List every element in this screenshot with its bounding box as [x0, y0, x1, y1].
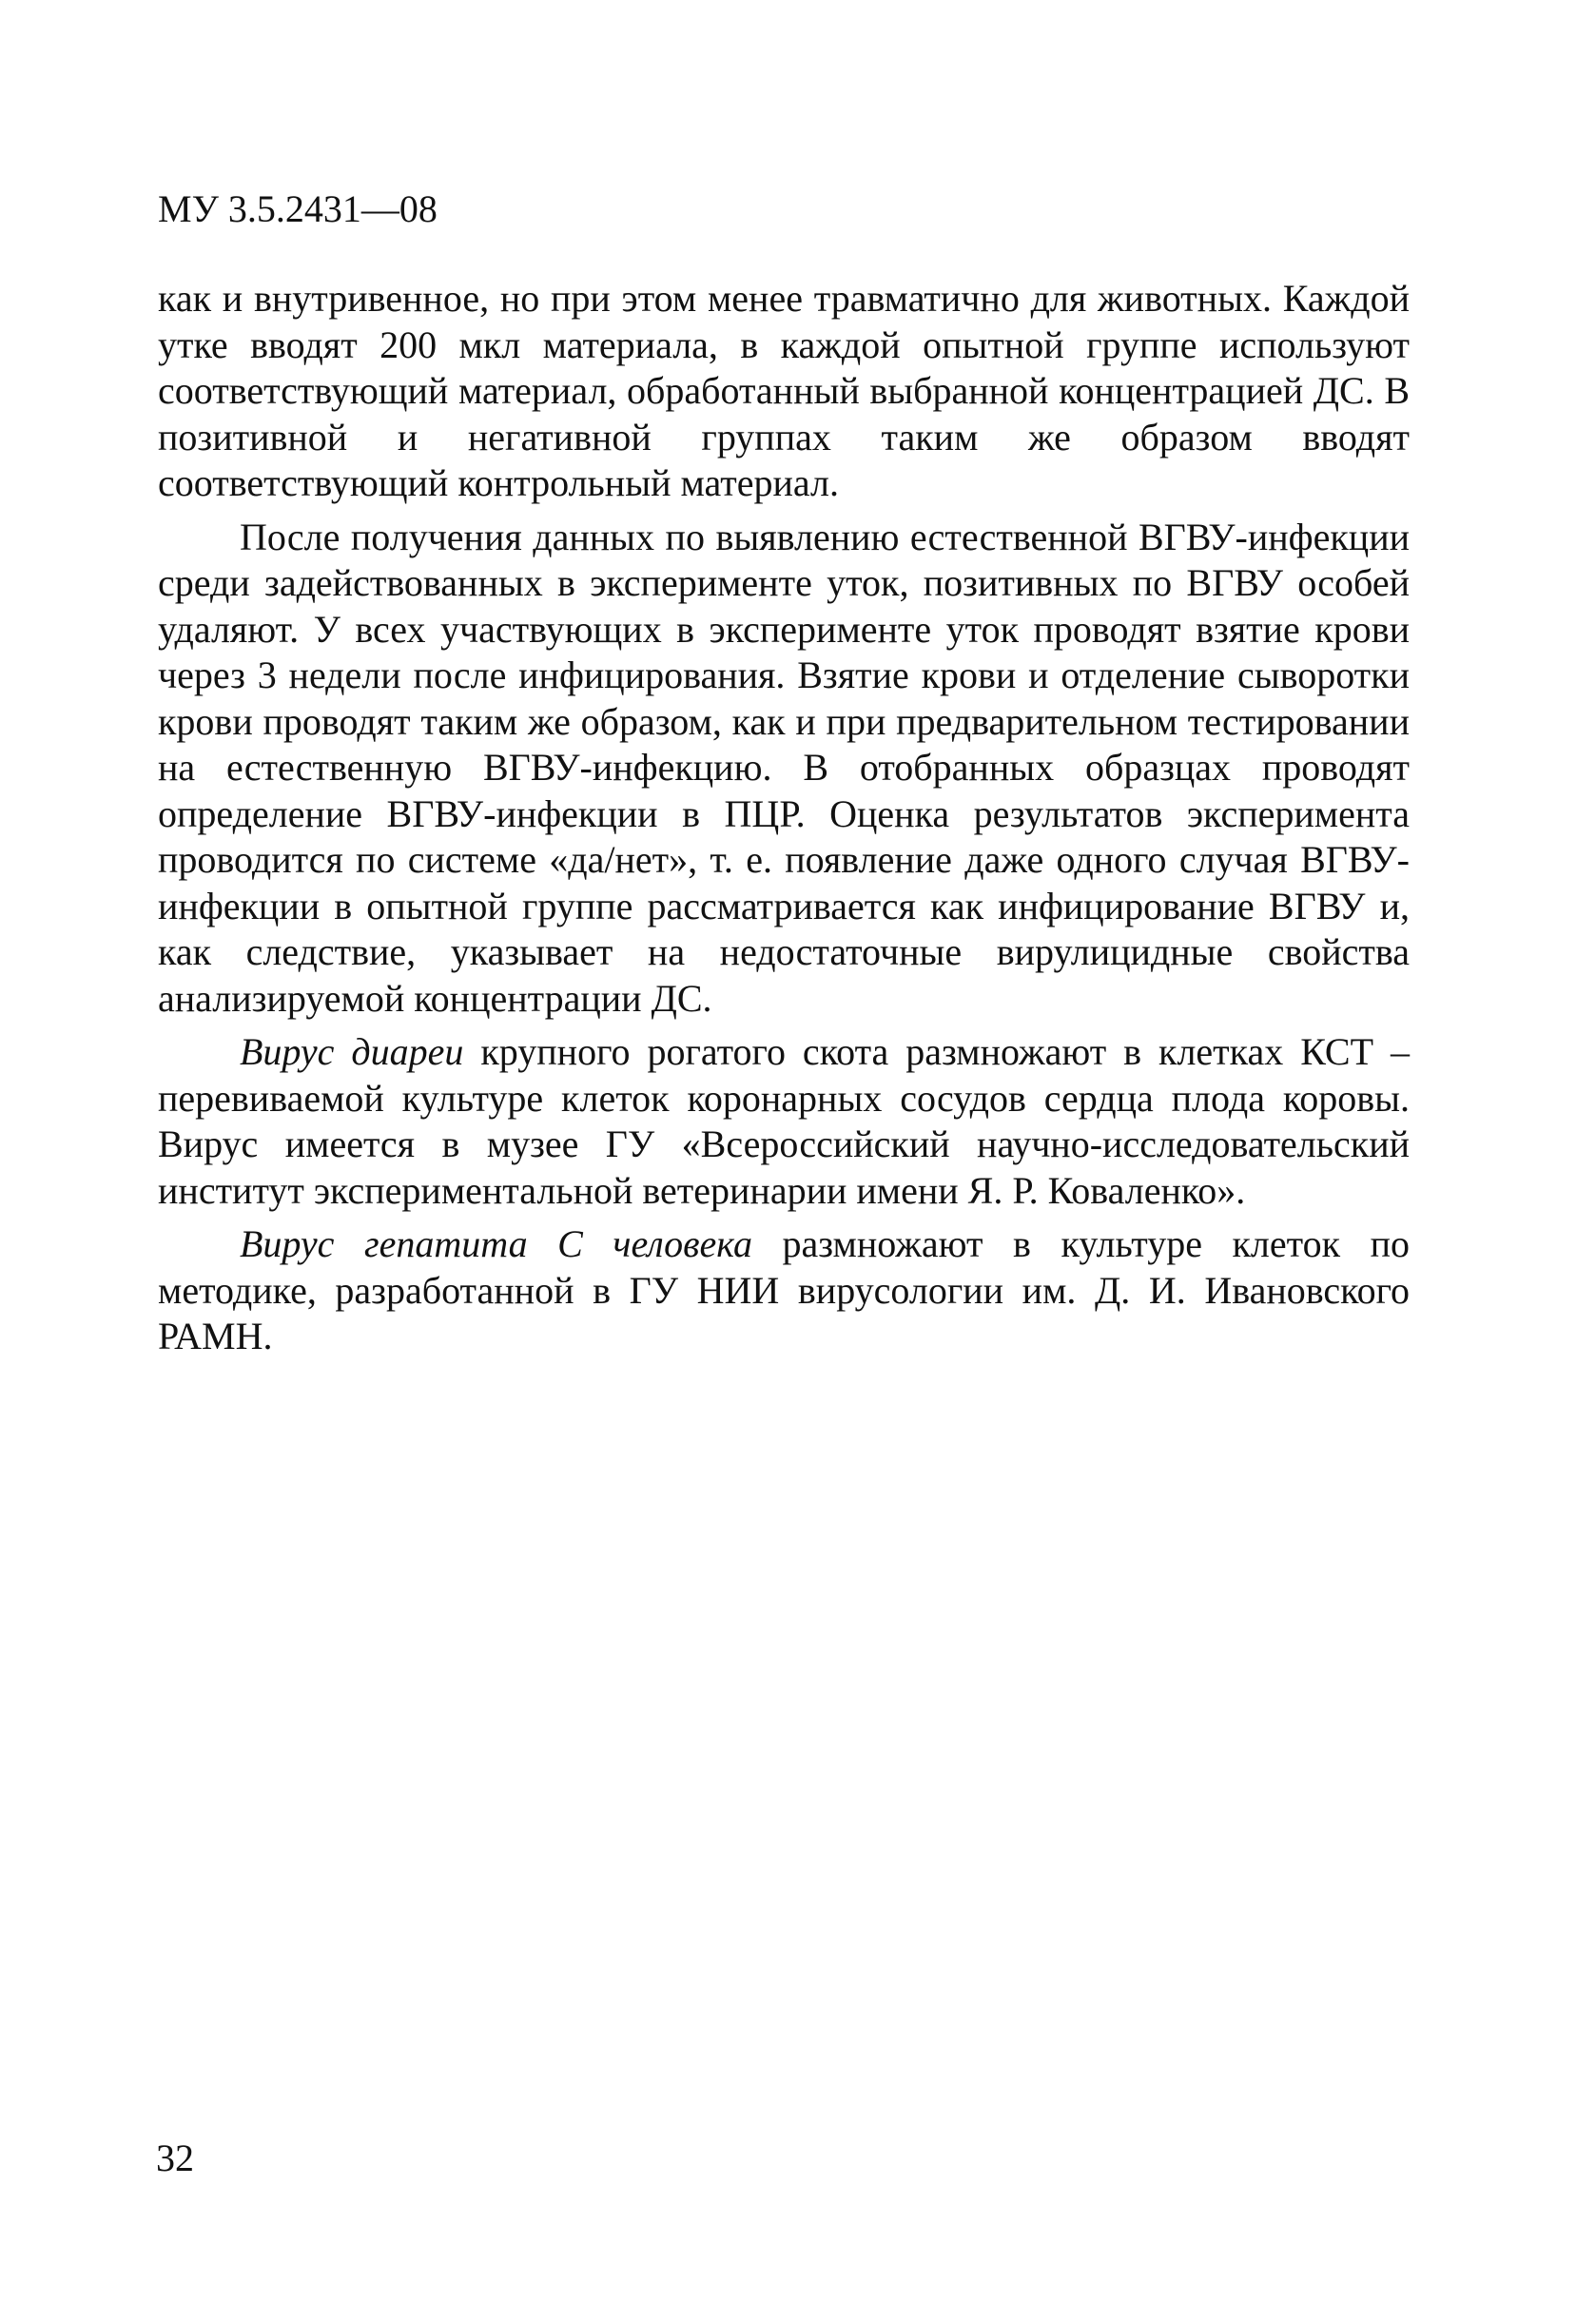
paragraph-hcv-italic-lead: Вирус гепатита С человека [240, 1222, 752, 1265]
paragraph-hcv-text: размножают в культуре клеток по методике, разработанной в ГУ НИИ вирусологии им. Д. И. Ивановского РАМН. [158, 1222, 1410, 1357]
paragraph-results-evaluation: После получения данных по выявлению естественной ВГВУ-инфекции среди задействованных в эксперименте уток, позитивных по ВГВУ особей удаляют. У всех участвующих в эксперименте уток проводят взятие крови через 3 недели после инфицирования. Взятие крови и отделение сыворотки крови проводят таким же образом, как и при предварительном тестировании на естественную ВГВУ-инфекцию. В отобранных образцах проводят определение ВГВУ-инфекции в ПЦР. Оценка результатов эксперимента проводится по системе «да/нет», т. е. появление даже одного случая ВГВУ-инфекции в опытной группе рассматривается как инфицирование ВГВУ и, как следствие, указывает на недостаточные вирулицидные свойства анализируемой концентрации ДС. [158, 515, 1410, 1020]
page-number: 32 [156, 2137, 194, 2179]
paragraph-bvdv-text: крупного рогатого скота размножают в клетках КСТ – перевиваемой культуре клеток коронарных сосудов сердца плода коровы. Вирус имеется в музее ГУ «Всероссийский научно-исследовательский институт экспериментальной ветеринарии имени Я. Р. Коваленко». [158, 1030, 1410, 1212]
document-code-header: МУ 3.5.2431—08 [158, 187, 438, 230]
paragraph-bvdv-italic-lead: Вирус диареи [240, 1030, 464, 1073]
paragraph-bvdv [158, 1029, 1410, 1214]
paragraph-hcv [158, 1221, 1410, 1360]
paragraph-continuation: как и внутривенное, но при этом менее травматично для животных. Каждой утке вводят 200 мкл материала, в каждой опытной группе используют соответствующий материал, обработанный выбранной концентрацией ДС. В позитивной и негативной группах таким же образом вводят соответствующий контрольный материал. [158, 277, 1410, 504]
body-text [158, 276, 1410, 1368]
